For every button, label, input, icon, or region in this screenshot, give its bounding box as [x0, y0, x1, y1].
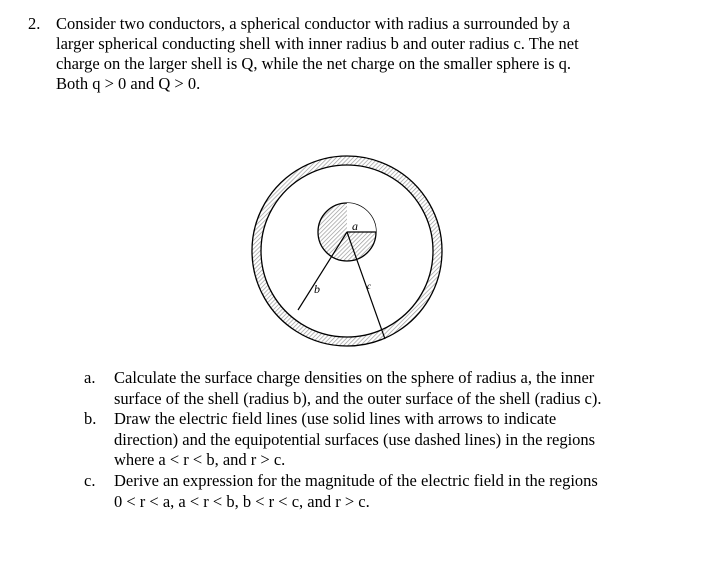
- part-line: Calculate the surface charge densities on the sphere of radius a, the inner: [114, 368, 595, 387]
- part-line: where a < r < b, and r > c.: [114, 450, 286, 470]
- label-b: b: [314, 282, 320, 296]
- conductor-diagram: [248, 152, 446, 350]
- part-c: [84, 471, 684, 512]
- question-parts: [84, 368, 684, 512]
- part-a: [84, 368, 684, 409]
- part-b: [84, 409, 684, 471]
- problem-number: 2.: [28, 14, 41, 33]
- part-line: direction) and the equipotential surfaces (use dashed lines) in the regions: [114, 429, 596, 449]
- part-letter: a.: [84, 368, 96, 387]
- label-a: a: [352, 219, 358, 233]
- conductor-svg: [248, 152, 446, 350]
- statement-line: charge on the larger shell is Q, while the net charge on the smaller sphere is q.: [56, 54, 572, 73]
- label-c: c: [367, 281, 371, 291]
- statement-line: Both q > 0 and Q > 0.: [56, 74, 201, 93]
- part-letter: b.: [84, 409, 97, 429]
- part-letter: c.: [84, 470, 96, 490]
- statement-line: Consider two conductors, a spherical conductor with radius a surrounded by a: [56, 14, 571, 33]
- statement-line: larger spherical conducting shell with inner radius b and outer radius c. The net: [56, 34, 579, 53]
- part-line: Derive an expression for the magnitude of the electric field in the regions: [114, 470, 598, 490]
- part-line: surface of the shell (radius b), and the outer surface of the shell (radius c).: [114, 388, 602, 408]
- part-line: Draw the electric field lines (use solid lines with arrows to indicate: [114, 409, 557, 429]
- problem-statement: [56, 14, 676, 94]
- part-line: 0 < r < a, a < r < b, b < r < c, and r > c.: [114, 491, 370, 511]
